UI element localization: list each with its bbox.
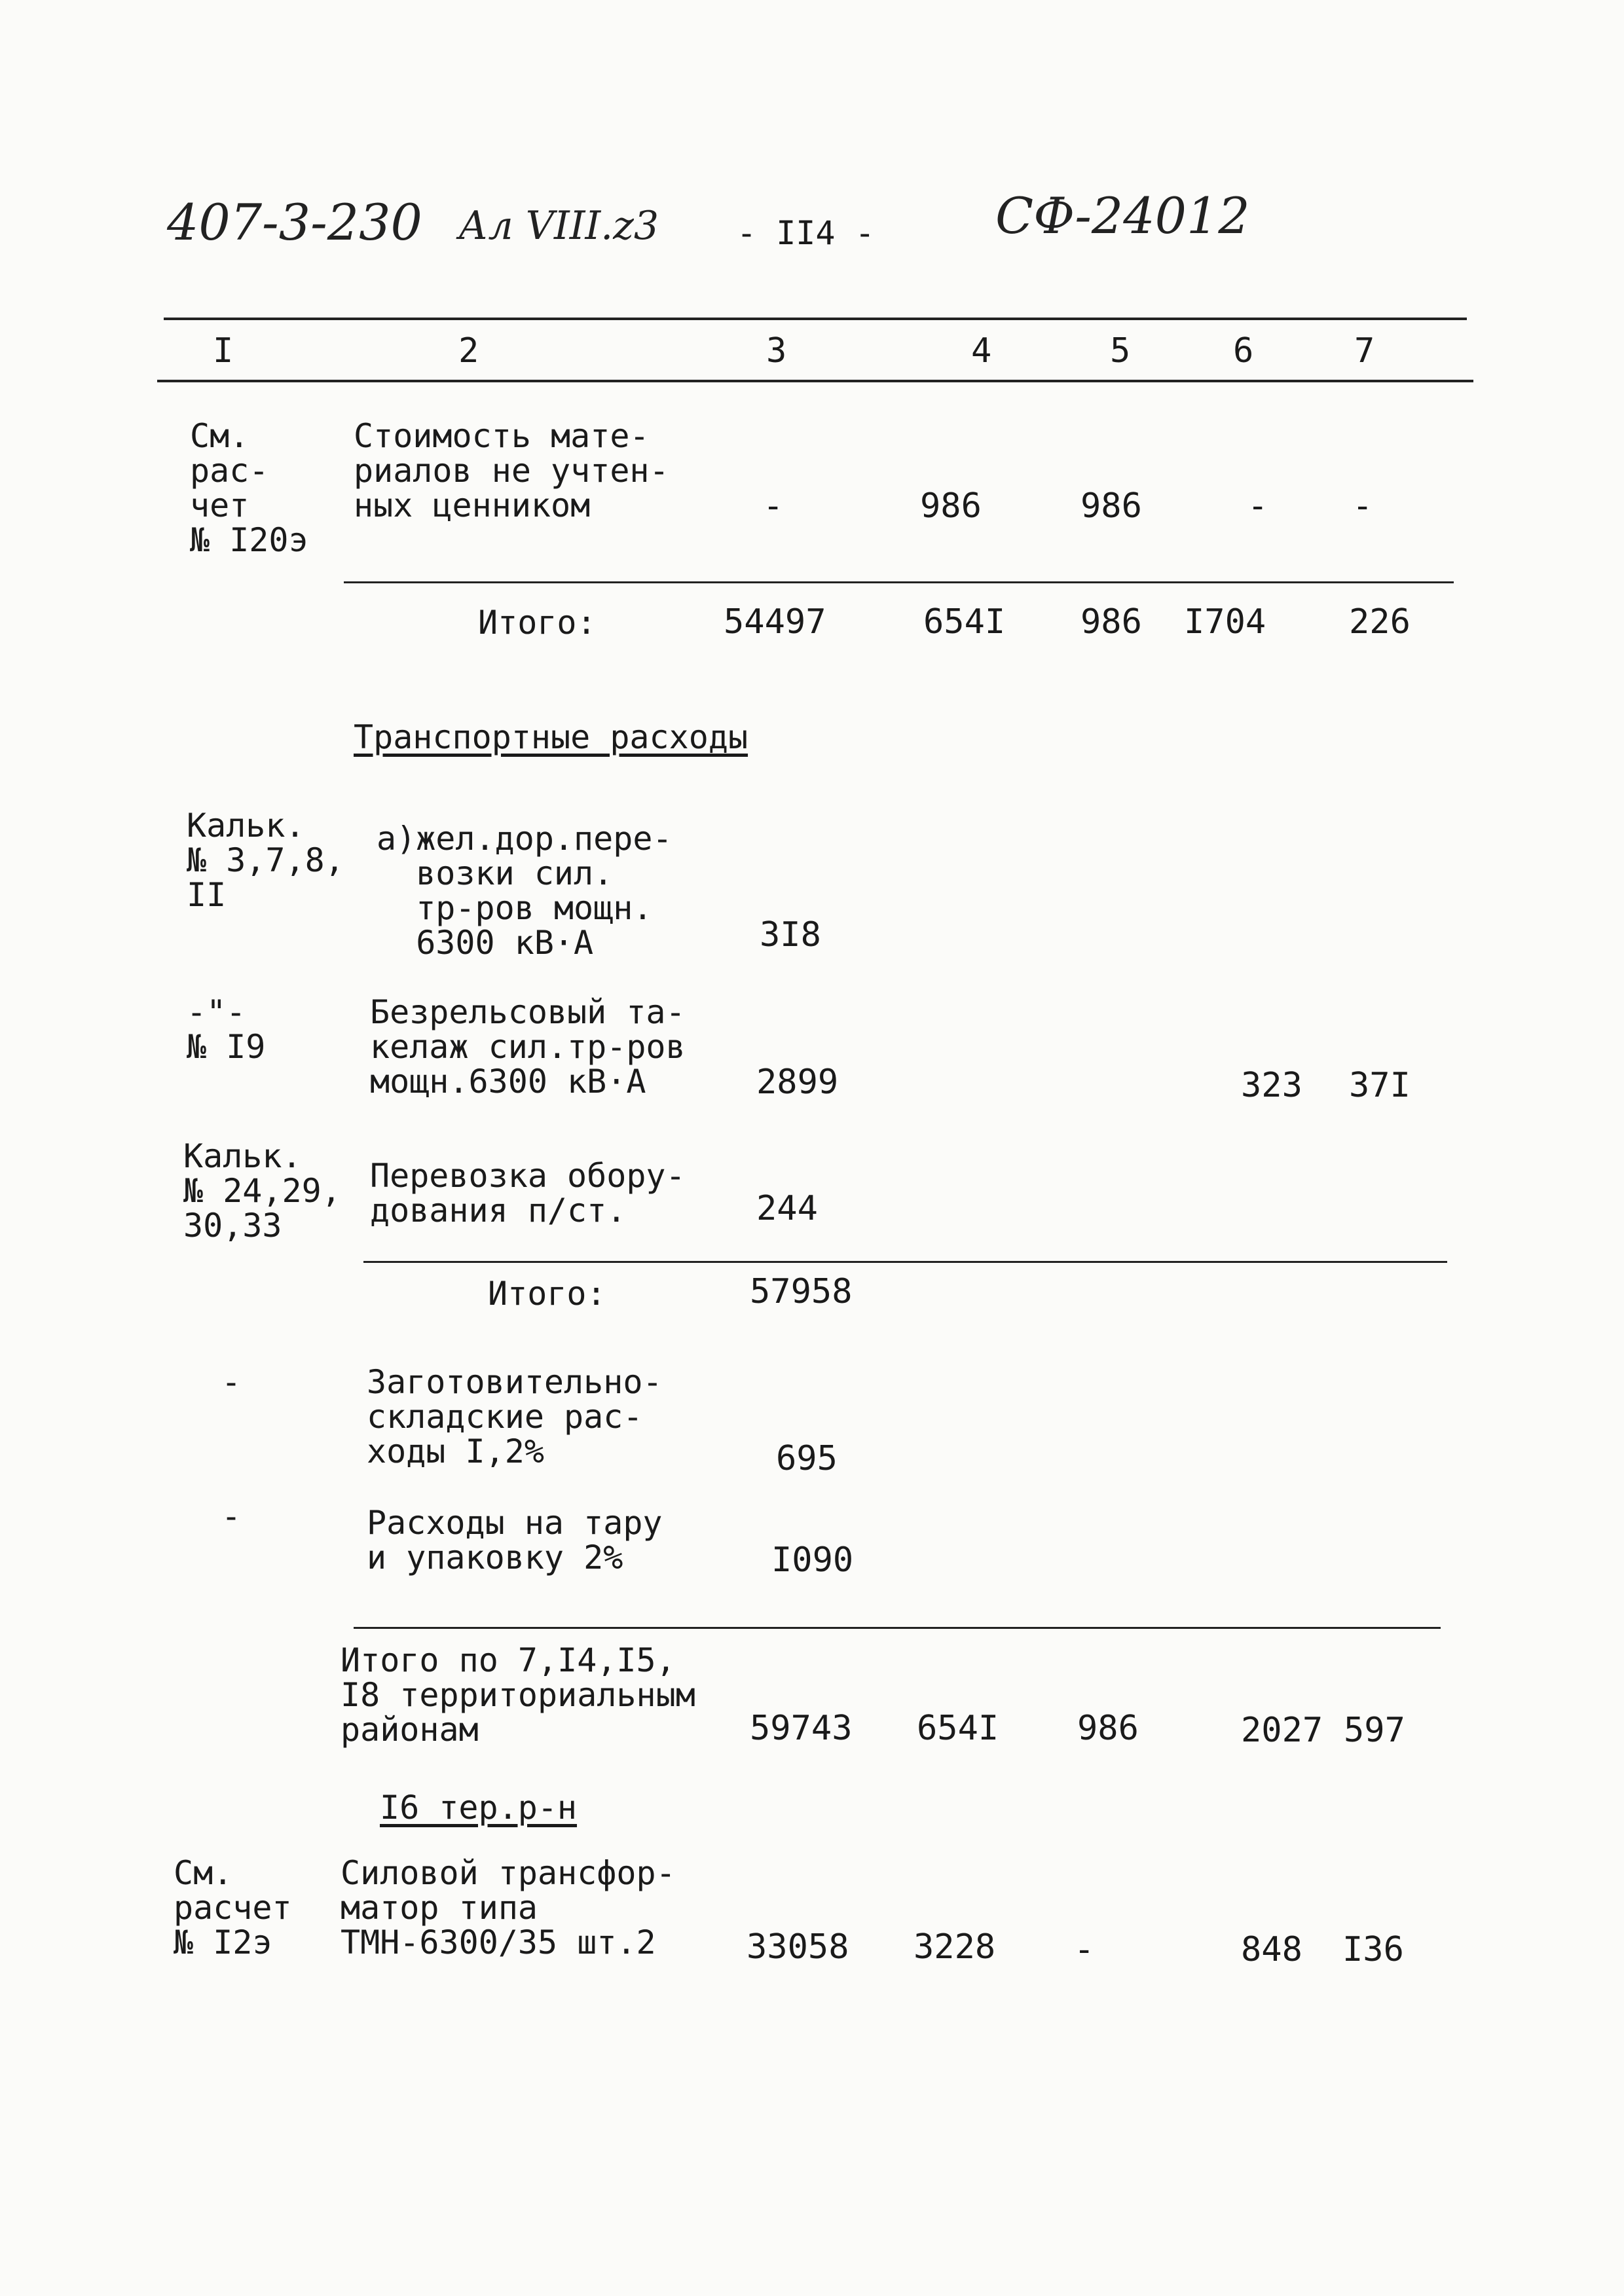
total3-col4: 654I	[917, 1709, 999, 1748]
row7-col3: 33058	[747, 1927, 849, 1967]
col-header-3: 3	[766, 331, 787, 371]
row4-ref: Кальк. № 24,29, 30,33	[183, 1137, 341, 1245]
row7-ref: См. расчет № I2э	[174, 1854, 292, 1961]
total3-label: Итого по 7,I4,I5, I8 территориальным районам	[341, 1641, 695, 1749]
row2-description: а)жел.дор.пере- возки сил. тр-ров мощн. 6300 кВ·А	[377, 820, 673, 962]
row2-ref: Кальк. № 3,7,8, II	[187, 807, 344, 914]
row1-col5: 986	[1080, 486, 1142, 526]
row1-ref: См. рас- чет № I20э	[190, 417, 308, 559]
total3-col7: 597	[1344, 1711, 1405, 1750]
row7-col6: 848	[1241, 1930, 1302, 1969]
row1-col7: -	[1352, 486, 1373, 526]
total1-label: Итого:	[478, 604, 597, 642]
page-number: - II4 -	[737, 214, 875, 252]
table-top-rule	[164, 318, 1467, 320]
row5-ref: -	[221, 1363, 242, 1401]
total2-rule	[363, 1261, 1447, 1263]
row3-col7: 37I	[1349, 1066, 1411, 1105]
col-header-1: I	[213, 331, 234, 371]
total1-col4: 654I	[923, 602, 1006, 642]
row7-col5: -	[1074, 1930, 1095, 1969]
row1-col3: -	[763, 486, 784, 526]
total1-col5: 986	[1080, 602, 1142, 642]
row6-ref: -	[221, 1497, 242, 1535]
document-code-mid: Ал VIII.z3	[458, 203, 659, 249]
row1-description: Стоимость мате- риалов не учтен- ных ценником	[354, 417, 669, 524]
col-header-4: 4	[971, 331, 992, 371]
row2-col3: 3I8	[760, 915, 821, 955]
total3-rule	[354, 1627, 1441, 1629]
row3-ref: -"- № I9	[187, 993, 266, 1066]
row7-col7: I36	[1342, 1930, 1404, 1969]
row3-col6: 323	[1241, 1066, 1302, 1105]
row3-description: Безрельсовый та- келаж сил.тр-ров мощн.6300 кВ·А	[370, 993, 686, 1101]
row7-description: Силовой трансфор- матор типа ТМН-6300/35 шт.2	[341, 1854, 676, 1961]
col-header-2: 2	[458, 331, 479, 371]
total3-col3: 59743	[750, 1709, 853, 1748]
section-transport-heading: Транспортные расходы	[354, 718, 748, 756]
row6-description: Расходы на тару и упаковку 2%	[367, 1504, 663, 1576]
row3-col3: 2899	[756, 1063, 839, 1102]
total2-col3: 57958	[750, 1272, 853, 1311]
total1-col7: 226	[1349, 602, 1411, 642]
row5-description: Заготовительно- складские рас- ходы I,2%	[367, 1363, 663, 1470]
row6-col3: I090	[771, 1540, 854, 1580]
document-code-right: СФ-24012	[995, 187, 1250, 245]
row1-col6: -	[1247, 486, 1268, 526]
row4-description: Перевозка обору- дования п/ст.	[370, 1157, 686, 1230]
row7-col4: 3228	[913, 1927, 996, 1967]
total1-col6: I704	[1184, 602, 1266, 642]
row1-col4: 986	[920, 486, 982, 526]
total2-label: Итого:	[488, 1275, 606, 1313]
col-header-6: 6	[1233, 331, 1254, 371]
row4-col3: 244	[756, 1189, 818, 1228]
total1-rule	[344, 581, 1454, 583]
table-header-rule	[157, 380, 1473, 382]
total3-col6: 2027	[1241, 1711, 1323, 1750]
col-header-5: 5	[1110, 331, 1131, 371]
row5-col3: 695	[776, 1439, 838, 1478]
total1-col3: 54497	[724, 602, 826, 642]
total3-col5: 986	[1077, 1709, 1139, 1748]
section-16-heading: I6 тер.р-н	[380, 1789, 578, 1827]
col-header-7: 7	[1354, 331, 1375, 371]
document-code-left: 407-3-230	[167, 193, 422, 251]
